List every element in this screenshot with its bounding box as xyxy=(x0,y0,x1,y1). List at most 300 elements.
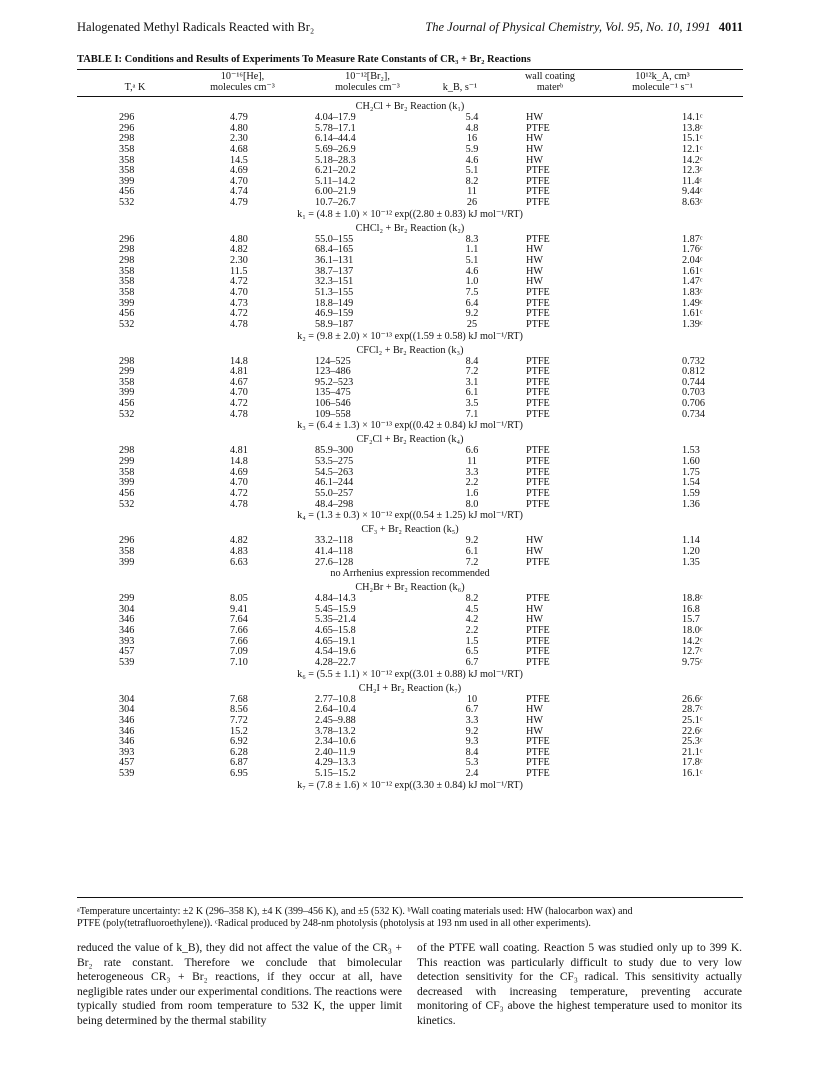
section-title: CH₂I + Br₂ Reaction (k₇) xyxy=(358,682,462,694)
cell-kb: 4.8 xyxy=(465,122,479,134)
cell-kb: 6.5 xyxy=(465,646,479,658)
cell-wall-coating: PTFE xyxy=(526,693,550,705)
cell-br2-range: 51.3–155 xyxy=(315,286,354,298)
col-ka-line1: 10¹²k_A, cm³ xyxy=(635,71,690,82)
cell-br2-range: 6.21–20.2 xyxy=(315,165,356,177)
cell-ka: 1.59 xyxy=(682,487,700,499)
table-row xyxy=(77,309,743,320)
cell-kb: 2.2 xyxy=(465,625,479,637)
cell-ka: 13.8ᶜ xyxy=(682,122,703,134)
table-row xyxy=(77,177,743,188)
table-row xyxy=(77,468,743,479)
cell-he-density: 7.66 xyxy=(230,625,248,637)
cell-wall-coating: PTFE xyxy=(526,498,550,510)
cell-wall-coating: HW xyxy=(526,704,543,716)
cell-wall-coating: HW xyxy=(526,276,543,288)
cell-he-density: 6.95 xyxy=(230,768,248,780)
table-header-rule xyxy=(77,96,743,97)
cell-wall-coating: PTFE xyxy=(526,757,550,769)
cell-br2-range: 106–546 xyxy=(315,398,351,410)
cell-ka: 15.1ᶜ xyxy=(682,133,703,145)
cell-br2-range: 2.45–9.88 xyxy=(315,714,356,726)
cell-br2-range: 2.77–10.8 xyxy=(315,693,356,705)
cell-temperature: 358 xyxy=(119,265,135,277)
cell-br2-range: 85.9–300 xyxy=(315,445,354,457)
section-gap xyxy=(77,792,743,794)
cell-temperature: 298 xyxy=(119,255,135,267)
cell-kb: 8.4 xyxy=(465,746,479,758)
cell-kb: 4.6 xyxy=(465,154,479,166)
cell-he-density: 4.72 xyxy=(230,308,248,320)
arrhenius-expression: k₁ = (4.8 ± 1.0) × 10⁻¹² exp((2.80 ± 0.83) kJ mol⁻¹/RT) xyxy=(297,208,523,220)
cell-temperature: 346 xyxy=(119,736,135,748)
cell-br2-range: 5.35–21.4 xyxy=(315,614,356,626)
cell-br2-range: 46.9–159 xyxy=(315,308,354,320)
cell-temperature: 358 xyxy=(119,143,135,155)
cell-wall-coating: PTFE xyxy=(526,466,550,478)
cell-br2-range: 124–525 xyxy=(315,355,351,367)
cell-kb: 11 xyxy=(467,186,477,198)
cell-wall-coating: PTFE xyxy=(526,165,550,177)
cell-wall-coating: HW xyxy=(526,614,543,626)
cell-wall-coating: HW xyxy=(526,603,543,615)
cell-wall-coating: PTFE xyxy=(526,445,550,457)
cell-ka: 25.1ᶜ xyxy=(682,714,703,726)
cell-temperature: 399 xyxy=(119,477,135,489)
cell-wall-coating: HW xyxy=(526,244,543,256)
cell-ka: 1.54 xyxy=(682,477,700,489)
cell-wall-coating: HW xyxy=(526,545,543,557)
cell-kb: 11 xyxy=(467,456,477,468)
cell-he-density: 14.8 xyxy=(230,456,248,468)
cell-temperature: 532 xyxy=(119,318,135,330)
cell-br2-range: 18.8–149 xyxy=(315,297,354,309)
journal-citation xyxy=(425,20,743,35)
cell-kb: 5.4 xyxy=(465,112,479,123)
cell-ka: 1.53 xyxy=(682,445,700,457)
cell-wall-coating: PTFE xyxy=(526,408,550,420)
cell-ka: 2.04ᶜ xyxy=(682,255,703,267)
cell-kb: 3.1 xyxy=(465,376,479,388)
cell-ka: 1.76ᶜ xyxy=(682,244,703,256)
cell-br2-range: 36.1–131 xyxy=(315,255,354,267)
table-footnotes xyxy=(77,906,743,930)
cell-wall-coating: PTFE xyxy=(526,297,550,309)
table-row xyxy=(77,145,743,156)
table-row xyxy=(77,156,743,167)
cell-ka: 16.1ᶜ xyxy=(682,768,703,780)
cell-br2-range: 58.9–187 xyxy=(315,318,354,330)
cell-temperature: 304 xyxy=(119,704,135,716)
cell-temperature: 532 xyxy=(119,408,135,420)
table-row xyxy=(77,277,743,288)
cell-temperature: 456 xyxy=(119,487,135,499)
cell-temperature: 532 xyxy=(119,197,135,209)
cell-br2-range: 27.6–128 xyxy=(315,556,354,568)
cell-wall-coating: PTFE xyxy=(526,308,550,320)
cell-kb: 8.0 xyxy=(465,498,479,510)
cell-he-density: 4.70 xyxy=(230,477,248,489)
cell-he-density: 7.64 xyxy=(230,614,248,626)
cell-ka: 11.4ᶜ xyxy=(682,175,703,187)
arrhenius-expression: k₂ = (9.8 ± 2.0) × 10⁻¹³ exp((1.59 ± 0.58) kJ mol⁻¹/RT) xyxy=(297,330,523,342)
cell-wall-coating: PTFE xyxy=(526,186,550,198)
cell-temperature: 299 xyxy=(119,456,135,468)
cell-he-density: 7.66 xyxy=(230,635,248,647)
table-row xyxy=(77,658,743,669)
col-he-line2: molecules cm⁻³ xyxy=(210,82,275,93)
cell-he-density: 4.78 xyxy=(230,498,248,510)
table-section xyxy=(77,582,743,682)
cell-ka: 28.7ᶜ xyxy=(682,704,703,716)
col-br-line2: molecules cm⁻³ xyxy=(335,82,400,93)
cell-kb: 5.9 xyxy=(465,143,479,155)
cell-wall-coating: HW xyxy=(526,714,543,726)
table-row xyxy=(77,594,743,605)
table-row xyxy=(77,500,743,511)
cell-he-density: 4.78 xyxy=(230,408,248,420)
cell-temperature: 296 xyxy=(119,535,135,547)
cell-he-density: 4.70 xyxy=(230,286,248,298)
cell-ka: 1.20 xyxy=(682,545,700,557)
table-section xyxy=(77,434,743,524)
cell-br2-range: 5.45–15.9 xyxy=(315,603,356,615)
cell-wall-coating: PTFE xyxy=(526,286,550,298)
cell-kb: 4.6 xyxy=(465,265,479,277)
table-row xyxy=(77,446,743,457)
cell-wall-coating: HW xyxy=(526,112,543,123)
cell-br2-range: 4.65–15.8 xyxy=(315,625,356,637)
cell-br2-range: 123–486 xyxy=(315,366,351,378)
cell-kb: 6.4 xyxy=(465,297,479,309)
cell-br2-range: 41.4–118 xyxy=(315,545,353,557)
cell-br2-range: 95.2–523 xyxy=(315,376,354,388)
table-section xyxy=(77,683,743,794)
table-row xyxy=(77,737,743,748)
cell-wall-coating: PTFE xyxy=(526,736,550,748)
table-row xyxy=(77,187,743,198)
cell-kb: 7.1 xyxy=(465,408,479,420)
cell-he-density: 4.82 xyxy=(230,244,248,256)
cell-temperature: 298 xyxy=(119,445,135,457)
table-row xyxy=(77,378,743,389)
table-row xyxy=(77,536,743,547)
cell-ka: 9.44ᶜ xyxy=(682,186,703,198)
cell-ka: 1.87ᶜ xyxy=(682,233,703,245)
cell-br2-range: 33.2–118 xyxy=(315,535,353,547)
cell-wall-coating: HW xyxy=(526,725,543,737)
cell-temperature: 346 xyxy=(119,725,135,737)
cell-br2-range: 4.54–19.6 xyxy=(315,646,356,658)
table-row xyxy=(77,705,743,716)
cell-kb: 6.6 xyxy=(465,445,479,457)
cell-he-density: 4.73 xyxy=(230,297,248,309)
cell-temperature: 296 xyxy=(119,233,135,245)
cell-temperature: 358 xyxy=(119,276,135,288)
cell-wall-coating: PTFE xyxy=(526,768,550,780)
cell-wall-coating: PTFE xyxy=(526,556,550,568)
table-row xyxy=(77,605,743,616)
cell-he-density: 7.68 xyxy=(230,693,248,705)
cell-br2-range: 53.5–275 xyxy=(315,456,354,468)
table-row xyxy=(77,235,743,246)
cell-br2-range: 2.64–10.4 xyxy=(315,704,356,716)
cell-wall-coating: PTFE xyxy=(526,376,550,388)
cell-kb: 3.3 xyxy=(465,714,479,726)
cell-ka: 1.36 xyxy=(682,498,700,510)
section-title: CF₃ + Br₂ Reaction (k₅) xyxy=(361,524,459,536)
cell-temperature: 399 xyxy=(119,175,135,187)
table-row xyxy=(77,320,743,331)
cell-kb: 4.2 xyxy=(465,614,479,626)
cell-temperature: 296 xyxy=(119,112,135,123)
table-row xyxy=(77,198,743,209)
cell-ka: 1.61ᶜ xyxy=(682,265,703,277)
cell-wall-coating: HW xyxy=(526,154,543,166)
cell-br2-range: 2.34–10.6 xyxy=(315,736,356,748)
cell-ka: 12.3ᶜ xyxy=(682,165,703,177)
cell-wall-coating: PTFE xyxy=(526,355,550,367)
cell-br2-range: 4.84–14.3 xyxy=(315,593,356,605)
cell-temperature: 539 xyxy=(119,656,135,668)
table-row xyxy=(77,410,743,421)
table-row xyxy=(77,267,743,278)
table-section xyxy=(77,524,743,582)
cell-br2-range: 38.7–137 xyxy=(315,265,354,277)
cell-ka: 22.6ᶜ xyxy=(682,725,703,737)
cell-br2-range: 109–558 xyxy=(315,408,351,420)
cell-ka: 21.1ᶜ xyxy=(682,746,703,758)
cell-temperature: 358 xyxy=(119,376,135,388)
cell-ka: 18.0ᶜ xyxy=(682,625,703,637)
cell-temperature: 456 xyxy=(119,186,135,198)
cell-ka: 0.703 xyxy=(682,387,705,399)
cell-ka: 1.61ᶜ xyxy=(682,308,703,320)
cell-he-density: 8.56 xyxy=(230,704,248,716)
cell-kb: 1.5 xyxy=(465,635,479,647)
arrhenius-expression: no Arrhenius expression recommended xyxy=(330,568,490,580)
cell-temperature: 456 xyxy=(119,308,135,320)
table-row xyxy=(77,357,743,368)
cell-wall-coating: PTFE xyxy=(526,646,550,658)
cell-ka: 1.14 xyxy=(682,535,700,547)
table-row xyxy=(77,134,743,145)
cell-br2-range: 55.0–257 xyxy=(315,487,354,499)
table-body xyxy=(77,101,743,794)
cell-ka: 0.812 xyxy=(682,366,705,378)
cell-br2-range: 4.28–22.7 xyxy=(315,656,356,668)
cell-temperature: 296 xyxy=(119,122,135,134)
cell-ka: 14.1ᶜ xyxy=(682,112,703,123)
cell-ka: 1.75 xyxy=(682,466,700,478)
cell-ka: 1.60 xyxy=(682,456,700,468)
table-row xyxy=(77,457,743,468)
cell-kb: 5.3 xyxy=(465,757,479,769)
table-row xyxy=(77,758,743,769)
table-row xyxy=(77,166,743,177)
cell-temperature: 299 xyxy=(119,593,135,605)
cell-wall-coating: PTFE xyxy=(526,366,550,378)
cell-br2-range: 55.0–155 xyxy=(315,233,354,245)
cell-kb: 8.4 xyxy=(465,355,479,367)
col-wall-line2: materᵇ xyxy=(536,82,564,93)
table-section xyxy=(77,101,743,223)
cell-ka: 15.7 xyxy=(682,614,700,626)
cell-br2-range: 68.4–165 xyxy=(315,244,354,256)
cell-he-density: 4.81 xyxy=(230,445,248,457)
cell-kb: 7.2 xyxy=(465,556,479,568)
cell-br2-range: 3.78–13.2 xyxy=(315,725,356,737)
page-header xyxy=(77,20,743,38)
body-text-left-column: reduced the value of k_B), they did not affect the value of the CR₃ + Br₂ rate constant. Therefore we conclude that bimolecular heterogeneous CR₃ + Br₂ reactions, if they occur at all, have negligible rates under our experimental conditions. The reactions were typically studied from room temperature to 532 K, the upper limit being determined by the thermal stability xyxy=(77,942,402,1027)
cell-ka: 1.49ᶜ xyxy=(682,297,703,309)
section-title: CF₂Cl + Br₂ Reaction (k₄) xyxy=(356,434,464,446)
cell-br2-range: 4.04–17.9 xyxy=(315,112,356,123)
cell-wall-coating: PTFE xyxy=(526,487,550,499)
cell-wall-coating: PTFE xyxy=(526,318,550,330)
running-title: Halogenated Methyl Radicals Reacted with Br₂ xyxy=(77,20,315,34)
cell-kb: 6.7 xyxy=(465,656,479,668)
section-title: CH₂Cl + Br₂ Reaction (k₁) xyxy=(355,101,465,112)
cell-ka: 0.744 xyxy=(682,376,705,388)
cell-he-density: 2.30 xyxy=(230,133,248,145)
cell-br2-range: 6.00–21.9 xyxy=(315,186,356,198)
arrhenius-expression: k₄ = (1.3 ± 0.3) × 10⁻¹² exp((0.54 ± 1.25) kJ mol⁻¹/RT) xyxy=(297,510,523,522)
table-row xyxy=(77,626,743,637)
cell-kb: 10 xyxy=(466,693,478,705)
table-row xyxy=(77,245,743,256)
cell-he-density: 6.28 xyxy=(230,746,248,758)
cell-kb: 5.1 xyxy=(465,255,479,267)
cell-temperature: 399 xyxy=(119,387,135,399)
cell-he-density: 4.69 xyxy=(230,466,248,478)
cell-kb: 8.3 xyxy=(465,233,479,245)
table-row xyxy=(77,647,743,658)
cell-br2-range: 6.14–44.4 xyxy=(315,133,356,145)
cell-temperature: 393 xyxy=(119,635,135,647)
cell-he-density: 4.79 xyxy=(230,112,248,123)
table-row xyxy=(77,367,743,378)
cell-kb: 2.4 xyxy=(465,768,479,780)
cell-wall-coating: PTFE xyxy=(526,456,550,468)
cell-ka: 18.8ᶜ xyxy=(682,593,703,605)
col-he-line1: 10⁻¹⁶[He], xyxy=(220,71,265,82)
cell-temperature: 304 xyxy=(119,693,135,705)
cell-br2-range: 54.5–263 xyxy=(315,466,354,478)
cell-he-density: 4.70 xyxy=(230,387,248,399)
table-row xyxy=(77,748,743,759)
table-row xyxy=(77,637,743,648)
cell-he-density: 4.74 xyxy=(230,186,248,198)
cell-wall-coating: HW xyxy=(526,143,543,155)
col-kb: k_B, s⁻¹ xyxy=(442,82,478,93)
cell-kb: 9.2 xyxy=(465,535,479,547)
cell-kb: 3.3 xyxy=(465,466,479,478)
table-row xyxy=(77,558,743,569)
cell-kb: 25 xyxy=(466,318,478,330)
cell-temperature: 358 xyxy=(119,286,135,298)
cell-kb: 3.5 xyxy=(465,398,479,410)
cell-kb: 8.2 xyxy=(465,593,479,605)
cell-br2-range: 5.15–15.2 xyxy=(315,768,356,780)
cell-wall-coating: HW xyxy=(526,265,543,277)
table-row xyxy=(77,478,743,489)
arrhenius-expression: k₆ = (5.5 ± 1.1) × 10⁻¹² exp((3.01 ± 0.88) kJ mol⁻¹/RT) xyxy=(297,668,523,680)
cell-ka: 14.2ᶜ xyxy=(682,635,703,647)
cell-kb: 9.3 xyxy=(465,736,479,748)
table-row xyxy=(77,124,743,135)
cell-kb: 7.2 xyxy=(465,366,479,378)
cell-wall-coating: HW xyxy=(526,255,543,267)
cell-kb: 6.1 xyxy=(465,545,479,557)
table-row xyxy=(77,727,743,738)
cell-he-density: 4.72 xyxy=(230,398,248,410)
table-row xyxy=(77,695,743,706)
arrhenius-expression: k₇ = (7.8 ± 1.6) × 10⁻¹² exp((3.30 ± 0.84) kJ mol⁻¹/RT) xyxy=(297,779,523,791)
cell-br2-range: 4.29–13.3 xyxy=(315,757,356,769)
table-row xyxy=(77,769,743,780)
cell-kb: 9.2 xyxy=(465,308,479,320)
cell-he-density: 4.80 xyxy=(230,122,248,134)
cell-he-density: 4.67 xyxy=(230,376,248,388)
cell-wall-coating: PTFE xyxy=(526,122,550,134)
cell-ka: 1.83ᶜ xyxy=(682,286,703,298)
cell-he-density: 4.69 xyxy=(230,165,248,177)
cell-ka: 1.39ᶜ xyxy=(682,318,703,330)
footnote-line-2: PTFE (poly(tetrafluoroethylene)). ᶜRadical produced by 248-nm photolysis (photolysis at 193 nm used in all other experiments). xyxy=(77,918,591,929)
footnote-line-1: ᵃTemperature uncertainty: ±2 K (296–358 K), ±4 K (399–456 K), and ±5 (532 K). ᵇWall coating materials used: HW (halocarbon wax) and xyxy=(77,906,633,917)
cell-ka: 12.7ᶜ xyxy=(682,646,703,658)
cell-kb: 9.2 xyxy=(465,725,479,737)
cell-br2-range: 32.3–151 xyxy=(315,276,354,288)
cell-wall-coating: PTFE xyxy=(526,197,550,209)
arrhenius-expression: k₃ = (6.4 ± 1.3) × 10⁻¹³ exp((0.42 ± 0.84) kJ mol⁻¹/RT) xyxy=(297,420,523,432)
cell-wall-coating: PTFE xyxy=(526,387,550,399)
cell-ka: 12.1ᶜ xyxy=(682,143,703,155)
cell-he-density: 15.2 xyxy=(230,725,248,737)
cell-wall-coating: HW xyxy=(526,133,543,145)
cell-he-density: 4.82 xyxy=(230,535,248,547)
cell-he-density: 6.87 xyxy=(230,757,248,769)
col-t: T,ᵃ K xyxy=(124,82,146,93)
cell-kb: 6.1 xyxy=(465,387,479,399)
table-bottom-rule xyxy=(77,897,743,898)
cell-temperature: 532 xyxy=(119,498,135,510)
cell-wall-coating: HW xyxy=(526,535,543,547)
journal-name: The Journal of Physical Chemistry, Vol. 95, No. 10, 1991 xyxy=(425,20,711,34)
table-row xyxy=(77,399,743,410)
cell-temperature: 457 xyxy=(119,757,135,769)
cell-wall-coating: PTFE xyxy=(526,175,550,187)
cell-temperature: 399 xyxy=(119,556,135,568)
table-row xyxy=(77,716,743,727)
page-number: 4011 xyxy=(718,20,743,34)
cell-temperature: 346 xyxy=(119,614,135,626)
cell-kb: 4.5 xyxy=(465,603,479,615)
cell-he-density: 11.5 xyxy=(230,265,248,277)
table-top-rule xyxy=(77,69,743,70)
col-br-line1: 10⁻¹²[Br₂], xyxy=(345,71,390,82)
cell-temperature: 299 xyxy=(119,366,135,378)
cell-ka: 8.63ᶜ xyxy=(682,197,703,209)
col-ka-line2: molecule⁻¹ s⁻¹ xyxy=(632,82,693,93)
cell-ka: 16.8 xyxy=(682,603,700,615)
cell-temperature: 457 xyxy=(119,646,135,658)
cell-ka: 14.2ᶜ xyxy=(682,154,703,166)
cell-kb: 7.5 xyxy=(465,286,479,298)
cell-he-density: 6.63 xyxy=(230,556,248,568)
cell-br2-range: 5.78–17.1 xyxy=(315,122,356,134)
